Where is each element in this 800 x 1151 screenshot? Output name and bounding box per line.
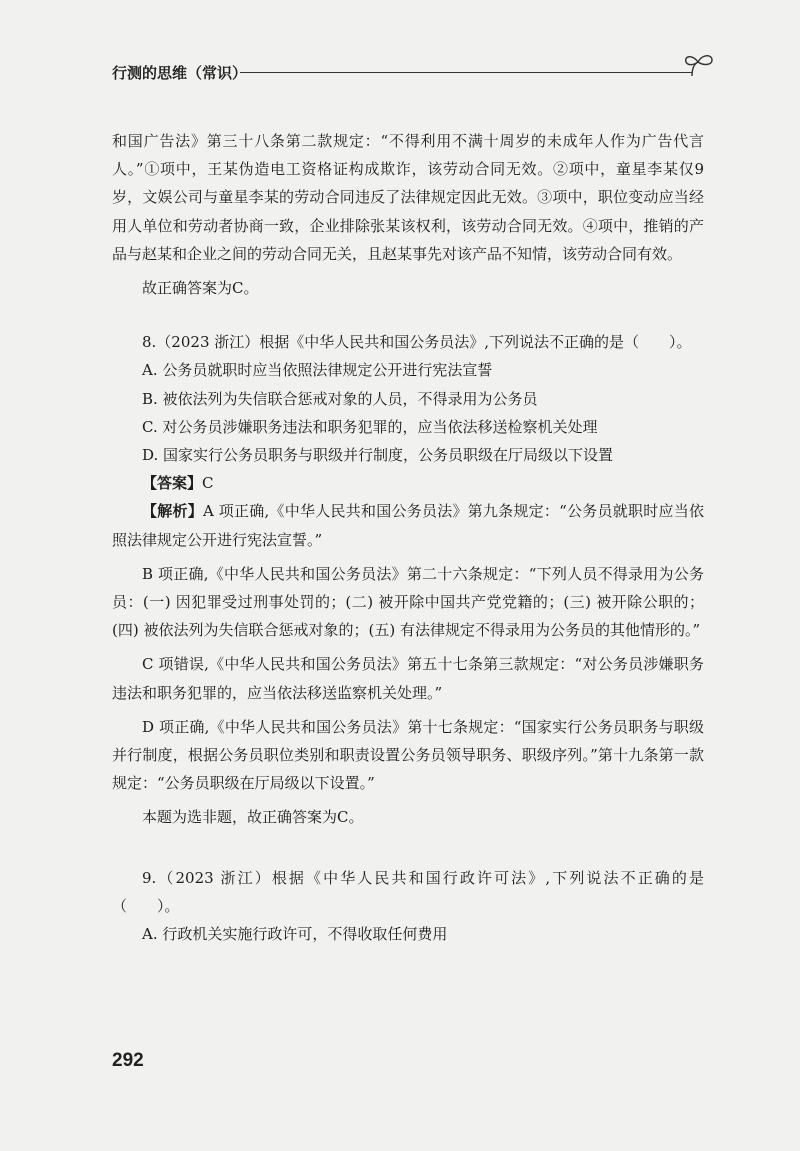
question-8-option-b: B. 被依法列为失信联合惩戒对象的人员，不得录用为公务员: [142, 389, 538, 408]
answer-label: 【答案】: [142, 474, 203, 493]
question-8-analysis-a: [112, 497, 704, 553]
header-title: 行测的思维（常识）: [112, 64, 248, 82]
analysis-a-text: A 项正确,《中华人民共和国公务员法》第九条规定：“公务员就职时应当依照法律规定公开进行宪法宣誓。”: [112, 502, 704, 549]
analysis-label: 【解析】: [142, 502, 203, 521]
prev-explanation: 和国广告法》第三十八条第二款规定：“不得利用不满十周岁的未成年人作为广告代言人。”①项中，王某伪造电工资格证构成欺诈，该劳动合同无效。②项中，童星李某仅9岁，文娱公司与童星李某的劳动合同违反了法律规定因此无效。③项中，职位变动应当经用人单位和劳动者协商一致，企业排除张某该权利，该劳动合同无效。④项中，推销的产品与赵某和企业之间的劳动合同无关，且赵某事先对该产品不知情，该劳动合同有效。: [112, 132, 704, 263]
question-8-analysis-d: D 项正确,《中华人民共和国公务员法》第十七条规定：“国家实行公务员职务与职级并行制度，根据公务员职位类别和职责设置公务员领导职务、职级序列。”第十九条第一款规定：“公务员职级在厅局级以下设置。”: [112, 717, 704, 793]
running-header: [112, 52, 712, 82]
question-8-option-c: C. 对公务员涉嫌职务违法和职务犯罪的，应当依法移送检察机关处理: [142, 417, 598, 436]
question-8-answer: [112, 469, 704, 497]
page-number: 292: [112, 1050, 144, 1071]
question-8-option-d: D. 国家实行公务员职务与职级并行制度，公务员职级在厅局级以下设置: [142, 446, 614, 465]
question-9-option-a: A. 行政机关实施行政许可，不得收取任何费用: [142, 925, 448, 944]
answer-value: C: [202, 474, 214, 493]
question-9-stem: 9.（2023 浙江）根据《中华人民共和国行政许可法》,下列说法不正确的是（ ）。: [112, 868, 704, 915]
header-rule: [240, 72, 692, 73]
question-8-option-a: A. 公务员就职时应当依照法律规定公开进行宪法宣誓: [142, 361, 493, 380]
sprout-icon: [682, 52, 716, 80]
page-content: [112, 127, 704, 948]
question-8-conclusion: 本题为选非题，故正确答案为C。: [142, 808, 364, 827]
question-8-analysis-b: B 项正确,《中华人民共和国公务员法》第二十六条规定：“下列人员不得录用为公务员：(一) 因犯罪受过刑事处罚的；(二) 被开除中国共产党党籍的；(三) 被开除公职的；(四) 被依法列为失信联合惩戒对象的；(五) 有法律规定不得录用为公务员的其他情形的。”: [112, 564, 704, 640]
question-8-stem: 8.（2023 浙江）根据《中华人民共和国公务员法》,下列说法不正确的是（ ）。: [142, 333, 692, 352]
question-8-analysis-c: C 项错误,《中华人民共和国公务员法》第五十七条第三款规定：“对公务员涉嫌职务违法和职务犯罪的，应当依法移送监察机关处理。”: [112, 655, 704, 702]
prev-conclusion: 故正确答案为C。: [142, 279, 259, 298]
